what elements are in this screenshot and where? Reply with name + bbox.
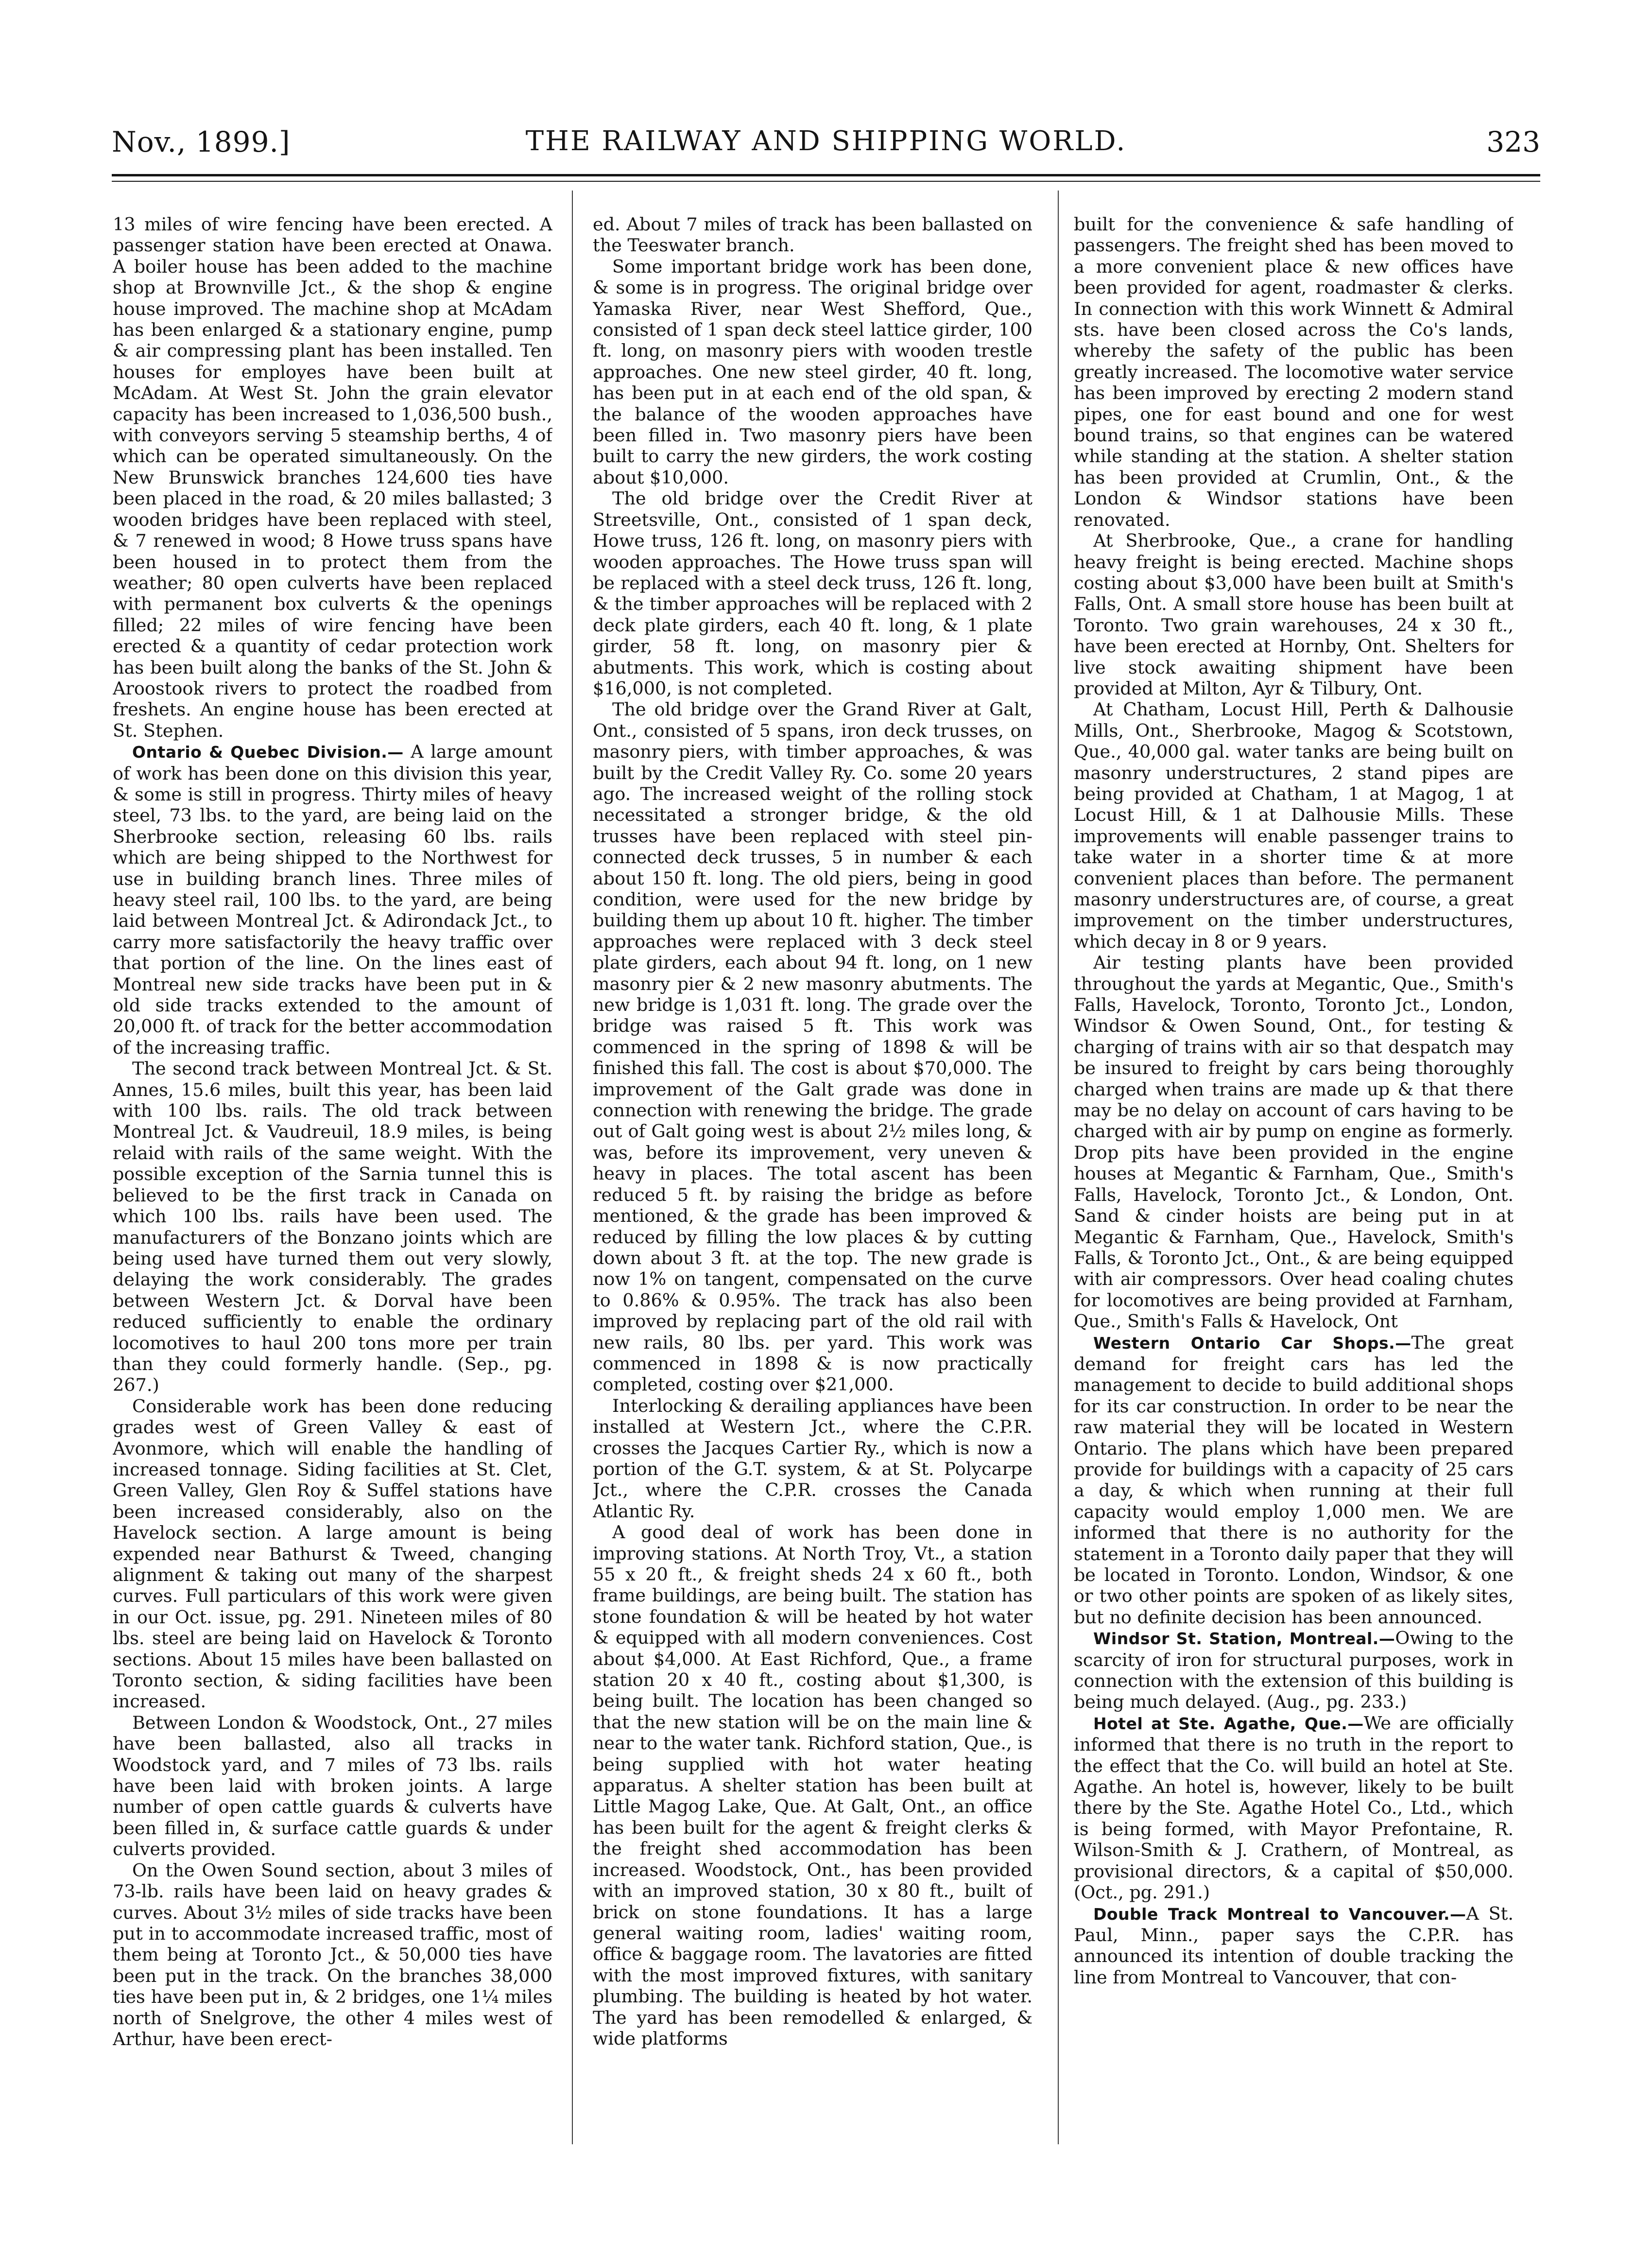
page-header bbox=[112, 125, 1540, 169]
page-number: 323 bbox=[1486, 125, 1540, 158]
paragraph: Considerable work has been done reducing grades west of Green Valley & east of Avonmore, which will enable the handling of increased tonnage. Siding facilities at St. Clet, Green Valley, Glen Roy & Suffel stations have been increased considerably, also on the Havelock section. A large amount is being expended near Bathurst & Tweed, changing alignment & taking out many of the sharpest curves. Full particulars of this work were given in our Oct. issue, pg. 291. Nineteen miles of 80 lbs. steel are being laid on Havelock & Toronto sections. About 15 miles have been ballasted on Toronto section, & siding facilities have been increased. bbox=[113, 1395, 552, 1712]
issue-date: Nov., 1899.] bbox=[112, 125, 291, 158]
section-heading: Western Ontario Car Shops.— bbox=[1093, 1333, 1411, 1353]
header-rule-thick bbox=[112, 174, 1540, 176]
paragraph: The old bridge over the Grand River at Galt, Ont., consisted of 5 spans, iron deck trusses, on masonry piers, with timber approaches, & was built by the Credit Valley Ry. Co. some 20 years ago. The increased weight of the rolling stock necessitated a stronger bridge, & the old trusses have been replaced with steel pin-connected deck trusses, 5 in number & each about 150 ft. long. The old piers, being in good condition, were used for the new bridge by building them up about 10 ft. higher. The timber approaches were replaced with 3 deck steel plate girders, each about 94 ft. long, on 1 new masonry pier & 2 new masonry abutments. The new bridge is 1,031 ft. long. The grade over the bridge was raised 5 ft. This work was commenced in the spring of 1898 & will be finished this fall. The cost is about $70,000. The improvement of the Galt grade was done in connection with renewing the bridge. The grade out of Galt going west is about 2½ miles long, & was, before its improvement, very uneven & heavy in places. The total ascent has been reduced 5 ft. by raising the bridge as before mentioned, & the grade has been improved & reduced by filling the low places & by cutting down about 3 ft. at the top. The new grade is now 1% on tangent, compensated on the curve to 0.86% & 0.95%. The track has also been improved by replacing part of the old rail with new rails, 80 lbs. per yard. This work was commenced in 1898 & is now practically completed, costing over $21,000. bbox=[593, 699, 1032, 1395]
paragraph-double-track: Double Track Montreal to Vancouver.—A St. Paul, Minn., paper says the C.P.R. has announced its intention of double tracking the line from Montreal to Vancouver, that con- bbox=[1074, 1903, 1514, 1988]
text-column-2 bbox=[593, 214, 1032, 2158]
paragraph: At Sherbrooke, Que., a crane for handling heavy freight is being erected. Machine shops costing about $3,000 have been built at Smith's Falls, Ont. A small store house has been built at Toronto. Two grain warehouses, 24 x 30 ft., have been erected at Hornby, Ont. Shelters for live stock awaiting shipment have been provided at Milton, Ayr & Tilbury, Ont. bbox=[1074, 530, 1514, 699]
paragraph: Between London & Woodstock, Ont., 27 miles have been ballasted, also all tracks in Woodstock yard, and 7 miles of 73 lbs. rails have been laid with broken joints. A large number of open cattle guards & culverts have been filled in, & surface cattle guards & under culverts provided. bbox=[113, 1712, 552, 1860]
section-heading: Windsor St. Station, Montreal.— bbox=[1093, 1629, 1395, 1649]
paragraph: The old bridge over the Credit River at Streetsville, Ont., consisted of 1 span deck, Howe truss, 126 ft. long, on masonry piers with wooden approaches. The Howe truss span will be replaced with a steel deck truss, 126 ft. long, & the timber approaches will be replaced with 2 deck plate girders, each 40 ft. long, & 1 plate girder, 58 ft. long, on masonry pier & abutments. This work, which is costing about $16,000, is not completed. bbox=[593, 488, 1032, 699]
section-heading: Ontario & Quebec Division.— bbox=[132, 743, 404, 762]
paragraph: The second track between Montreal Jct. & St. Annes, 15.6 miles, built this year, has been laid with 100 lbs. rails. The old track between Montreal Jct. & Vaudreuil, 18.9 miles, is being relaid with rails of the same weight. With the possible exception of the Sarnia tunnel this is believed to be the first track in Canada on which 100 lbs. rails have been used. The manufacturers of the Bonzano joints which are being used have turned them out very slowly, delaying the work considerably. The grades between Western Jct. & Dorval have been reduced sufficiently to enable the ordinary locomotives to haul 200 tons more per train than they could formerly handle. (Sep., pg. 267.) bbox=[113, 1058, 552, 1396]
paragraph: On the Owen Sound section, about 3 miles of 73-lb. rails have been laid on heavy grades & curves. About 3½ miles of side tracks have been put in to accommodate increased traffic, most of them being at Toronto Jct., & 50,000 ties have been put in the track. On the branches 38,000 ties have been put in, & 2 bridges, one 1¼ miles north of Snelgrove, the other 4 miles west of Arthur, have been erect- bbox=[113, 1859, 552, 2050]
paragraph: Interlocking & derailing appliances have been installed at Western Jct., where the C.P.R. crosses the Jacques Cartier Ry., which is now a portion of the G.T. system, & at St. Polycarpe Jct., where the C.P.R. crosses the Canada Atlantic Ry. bbox=[593, 1395, 1032, 1522]
text-column-3 bbox=[1074, 214, 1514, 2158]
header-rule-thin bbox=[112, 181, 1540, 182]
paragraph: Air testing plants have been provided throughout the yards at Megantic, Que., Smith's Falls, Havelock, Toronto, Toronto Jct., London, Windsor & Owen Sound, Ont., for testing & charging of trains with air so that despatch may be insured to freight by cars being thoroughly charged when trains are made up & that there may be no delay on account of cars having to be charged with air by pump on engine as formerly. Drop pits have been provided in the engine houses at Megantic & Farnham, Que., Smith's Falls, Havelock, Toronto Jct., & London, Ont. Sand & cinder hoists are being put in at Megantic & Farnham, Que., Havelock, Smith's Falls, & Toronto Jct., Ont., & are being equipped with air compressors. Over head coaling chutes for locomotives are being provided at Farnham, Que., Smith's Falls & Havelock, Ont bbox=[1074, 952, 1514, 1332]
paragraph: A good deal of work has been done in improving stations. At North Troy, Vt., a station 55 x 20 ft., & freight sheds 24 x 60 ft., both frame buildings, are being built. The station has stone foundation & will be heated by hot water & equipped with all modern conveniences. Cost about $4,000. At East Richford, Que., a frame station 20 x 40 ft., costing about $1,300, is being built. The location has been changed so that the new station will be on the main line & near to the water tank. Richford station, Que., is being supplied with hot water heating apparatus. A shelter station has been built at Little Magog Lake, Que. At Galt, Ont., an office has been built for the agent & freight clerks & the freight shed accommodation has been increased. Woodstock, Ont., has been provided with an improved station, 30 x 80 ft., built of brick on stone foundations. It has a large general waiting room, ladies' waiting room, office & baggage room. The lavatories are fitted with the most improved fixtures, with sanitary plumbing. The building is heated by hot water. The yard has been remodelled & enlarged, & wide platforms bbox=[593, 1522, 1032, 2049]
column-divider-left bbox=[572, 191, 573, 2144]
section-heading: Double Track Montreal to Vancouver.— bbox=[1093, 1904, 1466, 1924]
paragraph-hotel-ste-agathe: Hotel at Ste. Agathe, Que.—We are officially informed that there is no truth in the report to the effect that the Co. will build an hotel at Ste. Agathe. An hotel is, however, likely to be built there by the Ste. Agathe Hotel Co., Ltd., which is being formed, with Mayor Prefontaine, R. Wilson-Smith & J. Crathern, of Montreal, as provisional directors, & a capital of $50,000. (Oct., pg. 291.) bbox=[1074, 1712, 1514, 1903]
paragraph-western-ontario-car-shops: Western Ontario Car Shops.—The great demand for freight cars has led the management to decide to build additional shops for its car construction. In order to be near the raw material they will be located in Western Ontario. The plans which have been prepared provide for buildings with a capacity of 25 cars a day, & which when running at their full capacity would employ 1,000 men. We are informed that there is no authority for the statement in a Toronto daily paper that they will be located in Toronto. London, Windsor, & one or two other points are spoken of as likely sites, but no definite decision has been announced. bbox=[1074, 1332, 1514, 1628]
paragraph: ed. About 7 miles of track has been ballasted on the Teeswater branch. bbox=[593, 214, 1032, 256]
paragraph: built for the convenience & safe handling of passengers. The freight shed has been moved to a more convenient place & new offices have been provided for agent, roadmaster & clerks. In connection with this work Winnett & Admiral sts. have been closed across the Co's lands, whereby the safety of the public has been greatly increased. The locomotive water service has been improved by erecting 2 modern stand pipes, one for east bound and one for west bound trains, so that engines can be watered while standing at the station. A shelter station has been provided at Crumlin, Ont., & the London & Windsor stations have been renovated. bbox=[1074, 214, 1514, 530]
column-divider-right bbox=[1058, 191, 1059, 2144]
paragraph: 13 miles of wire fencing have been erected. A passenger station have been erected at Onawa. A boiler house has been added to the machine shop at Brownville Jct., & the shop & engine house improved. The machine shop at McAdam has been enlarged & a stationary engine, pump & air compressing plant has been installed. Ten houses for employes have been built at McAdam. At West St. John the grain elevator capacity has been increased to 1,036,500 bush., with conveyors serving 5 steamship berths, 4 of which can be operated simultaneously. On the New Brunswick branches 124,600 ties have been placed in the road, & 20 miles ballasted; 3 wooden bridges have been replaced with steel, & 7 renewed in wood; 8 Howe truss spans have been housed in to protect them from the weather; 80 open culverts have been replaced with permanent box culverts & the openings filled; 22 miles of wire fencing have been erected & a quantity of cedar protection work has been built along the banks of the St. John & Aroostook rivers to protect the roadbed from freshets. An engine house has been erected at St. Stephen. bbox=[113, 214, 552, 741]
text-column-1 bbox=[113, 214, 552, 2158]
paragraph: Some important bridge work has been done, & some is in progress. The original bridge over Yamaska River, near West Shefford, Que., consisted of 1 span deck steel lattice girder, 100 ft. long, on masonry piers with wooden trestle approaches. One new steel girder, 40 ft. long, has been put in at each end of the old span, & the balance of the wooden approaches have been filled in. Two masonry piers have been built to carry the new girders, the work costing about $10,000. bbox=[593, 256, 1032, 488]
paragraph-windsor-st-station: Windsor St. Station, Montreal.—Owing to the scarcity of iron for structural purposes, work in connection with the extension of this building is being much delayed. (Aug., pg. 233.) bbox=[1074, 1628, 1514, 1713]
journal-title: THE RAILWAY AND SHIPPING WORLD. bbox=[525, 125, 1127, 157]
section-heading: Hotel at Ste. Agathe, Que.— bbox=[1093, 1714, 1364, 1733]
paragraph: At Chatham, Locust Hill, Perth & Dalhousie Mills, Ont., Sherbrooke, Magog & Scotstown, Que., 40,000 gal. water tanks are being built on masonry understructures, 2 stand pipes are being provided at Chatham, 1 at Magog, 1 at Locust Hill, & 1 at Dalhousie Mills. These improvements will enable passenger trains to take water in a shorter time & at more convenient places than before. The permanent masonry understructures are, of course, a great improvement on the timber understructures, which decay in 8 or 9 years. bbox=[1074, 699, 1514, 952]
paragraph-ontario-quebec-division: Ontario & Quebec Division.— A large amount of work has been done on this division this year, & some is still in progress. Thirty miles of heavy steel, 73 lbs. to the yard, are being laid on the Sherbrooke section, releasing 60 lbs. rails which are being shipped to the Northwest for use in building branch lines. Three miles of heavy steel rail, 100 lbs. to the yard, are being laid between Montreal Jct. & Adirondack Jct., to carry more satisfactorily the heavy traffic over that portion of the line. On the lines east of Montreal new side tracks have been put in & old side tracks extended to the amount of 20,000 ft. of track for the better accommodation of the increasing traffic. bbox=[113, 741, 552, 1058]
